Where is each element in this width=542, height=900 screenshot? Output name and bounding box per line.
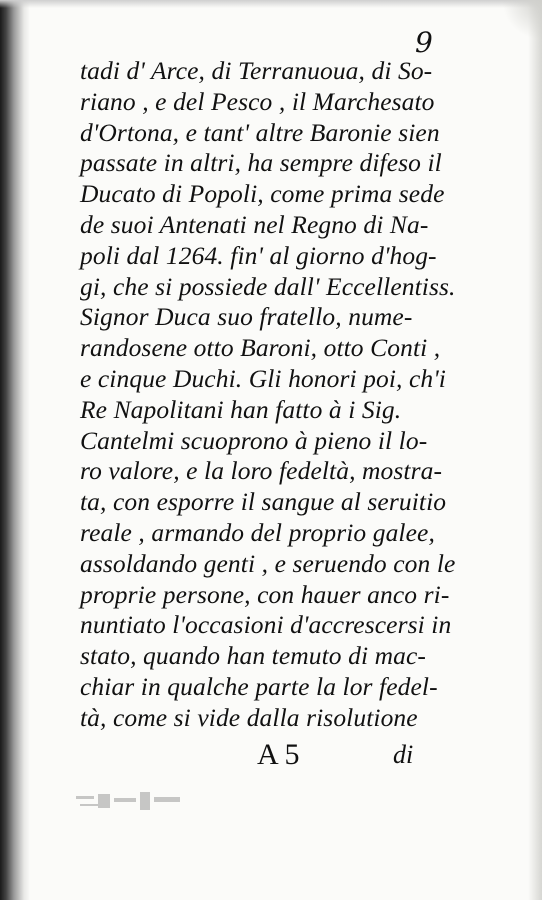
text-line: ro valore, e la loro fedeltà, mostra- xyxy=(80,456,443,486)
text-line: Signor Duca suo fratello, nume- xyxy=(80,302,413,332)
text-line: Re Napolitani han fatto à i Sig. xyxy=(80,394,402,424)
text-line: tadi d' Arce, di Terranuoua, di So- xyxy=(80,56,433,85)
text-line: Ducato di Popoli, come prima sede xyxy=(80,179,445,209)
catchword: di xyxy=(393,740,414,769)
text-line: d'Ortona, e tant' altre Baronie sien xyxy=(80,117,440,147)
signature-mark: A 5 xyxy=(257,738,300,771)
text-line: poli dal 1264. fin' al giorno d'hog- xyxy=(80,240,437,270)
text-line: chiar in qualche parte la lor fedel- xyxy=(80,671,438,701)
text-line: riano , e del Pesco , il Marchesato xyxy=(80,86,435,116)
text-line: proprie persone, con hauer anco ri- xyxy=(80,579,450,609)
text-line: ta, con esporre il sangue al seruitio xyxy=(80,487,447,517)
page-footer xyxy=(0,738,542,774)
text-line: reale , armando del proprio galee, xyxy=(80,517,435,547)
page-top-edge xyxy=(0,0,542,8)
text-line: e cinque Duchi. Gli honori poi, ch'i xyxy=(80,363,446,393)
text-line: nuntiato l'occasioni d'accrescersi in xyxy=(80,610,452,640)
page-corner xyxy=(502,0,542,40)
text-line: stato, quando han temuto di mac- xyxy=(80,641,427,671)
text-line: Cantelmi scuoprono à pieno il lo- xyxy=(80,425,428,455)
body-text xyxy=(80,56,468,734)
faded-stamp xyxy=(74,788,184,814)
text-line: passate in altri, ha sempre difeso il xyxy=(80,148,442,178)
text-line: assoldando genti , e seruendo con le xyxy=(80,548,456,578)
text-line: randosene otto Baroni, otto Conti , xyxy=(80,333,441,363)
text-line: tà, come si vide dalla risolutione xyxy=(80,702,418,732)
page-number: 9 xyxy=(415,26,433,59)
text-line: gi, che si possiede dall' Eccellentiss. xyxy=(80,271,456,301)
text-line: de suoi Antenati nel Regno di Na- xyxy=(80,209,429,239)
